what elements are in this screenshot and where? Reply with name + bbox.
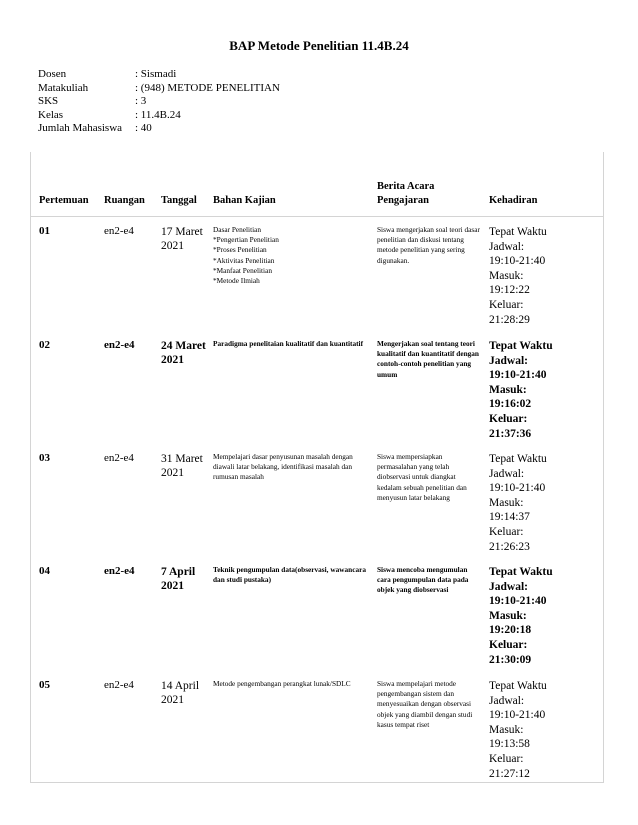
check-out-time: 21:37:36 <box>489 427 532 440</box>
header-berita-acara <box>377 180 434 208</box>
page-title: BAP Metode Penelitian 11.4B.24 <box>229 38 409 53</box>
table-row <box>31 671 603 782</box>
check-in-label: Masuk: <box>489 269 524 282</box>
check-in-label: Masuk: <box>489 609 527 622</box>
schedule-label: Jadwal: <box>489 580 528 593</box>
meeting-number: 05 <box>39 679 50 691</box>
topic-line: Teknik pengumpulan data(observasi, wawancara dan studi pustaka) <box>213 565 366 585</box>
meta-key: Dosen <box>38 68 67 80</box>
table-header <box>31 152 603 217</box>
date: 31 Maret 2021 <box>161 453 203 479</box>
schedule-label: Jadwal: <box>489 467 525 480</box>
check-out-label: Keluar: <box>489 412 528 425</box>
teaching-report: Siswa mempelajari metode pengembangan sistem dan menyesuaikan dengan observasi objek yang diambil dengan studi kasus tempat riset <box>377 679 473 729</box>
meeting-number: 02 <box>39 339 50 351</box>
attendance-status: Tepat Waktu <box>489 680 547 692</box>
meta-value: : 40 <box>135 122 152 135</box>
attendance <box>489 565 599 667</box>
date: 17 Maret 2021 <box>161 226 203 252</box>
check-in-time: 19:14:37 <box>489 511 530 524</box>
check-out-time: 21:30:09 <box>489 653 532 666</box>
table-row <box>31 444 603 558</box>
topic <box>213 565 368 585</box>
check-in-time: 19:16:02 <box>489 398 532 411</box>
attendance <box>489 339 599 441</box>
topic-line: *Pengertian Penelitian <box>213 235 279 245</box>
meta-row-jumlah-mahasiswa <box>38 122 280 136</box>
meta-value: : Sismadi <box>135 68 177 80</box>
date: 7 April 2021 <box>161 566 196 592</box>
topic-line: Paradigma penelitaian kualitatif dan kuantitatif <box>213 339 364 348</box>
check-out-time: 21:28:29 <box>489 313 530 326</box>
check-out-label: Keluar: <box>489 525 524 538</box>
header-tanggal: Tanggal <box>161 195 197 206</box>
attendance-status: Tepat Waktu <box>489 340 553 352</box>
header-pertemuan: Pertemuan <box>39 195 89 206</box>
check-out-label: Keluar: <box>489 638 528 651</box>
attendance <box>489 225 599 327</box>
schedule-time: 19:10-21:40 <box>489 482 546 495</box>
table-row <box>31 331 603 445</box>
check-out-time: 21:27:12 <box>489 767 530 780</box>
attendance-status: Tepat Waktu <box>489 226 547 238</box>
check-in-label: Masuk: <box>489 496 524 509</box>
room: en2-e4 <box>104 339 135 351</box>
schedule-time: 19:10-21:40 <box>489 709 546 722</box>
meta-row-kelas <box>38 109 280 123</box>
schedule-time: 19:10-21:40 <box>489 255 546 268</box>
course-info <box>38 68 280 136</box>
meta-row-sks <box>38 95 280 109</box>
check-out-label: Keluar: <box>489 752 524 765</box>
meeting-number: 03 <box>39 452 50 464</box>
meta-row-matakuliah <box>38 82 280 96</box>
date: 24 Maret 2021 <box>161 340 206 366</box>
meta-key: Matakuliah <box>38 81 89 94</box>
teaching-report: Siswa mempersiapkan permasalahan yang telah diobservasi untuk diangkat kedalam sebuah penelitian dan menyusun latar belakang <box>377 452 467 502</box>
check-in-time: 19:13:58 <box>489 738 530 751</box>
teaching-report: Mengerjakan soal tentang teori kualitatif dan kuantitatif dengan contoh-contoh penelitian yang umum <box>377 339 479 379</box>
check-in-time: 19:20:18 <box>489 624 532 637</box>
meta-key: Kelas <box>38 108 64 121</box>
attendance <box>489 679 599 781</box>
schedule-label: Jadwal: <box>489 354 528 367</box>
meta-row-dosen <box>38 68 280 82</box>
teaching-report: Siswa mencoba mengumulan cara pengumpulan data pada objek yang diobservasi <box>377 565 469 595</box>
room: en2-e4 <box>104 679 134 691</box>
schedule-time: 19:10-21:40 <box>489 595 547 608</box>
check-in-time: 19:12:22 <box>489 284 530 297</box>
meta-value: : 3 <box>135 95 147 108</box>
schedule-label: Jadwal: <box>489 240 525 253</box>
room: en2-e4 <box>104 565 135 577</box>
topic-line: *Manfaat Penelitian <box>213 265 272 275</box>
topic-line: *Aktivitas Penelitian <box>213 255 275 265</box>
date: 14 April 2021 <box>161 680 200 706</box>
meeting-number: 04 <box>39 565 50 577</box>
header-ruangan: Ruangan <box>104 195 145 206</box>
meta-value: : (948) METODE PENELITIAN <box>135 81 280 94</box>
table-row <box>31 217 603 332</box>
check-in-label: Masuk: <box>489 383 527 396</box>
attendance-table <box>30 152 604 783</box>
check-out-label: Keluar: <box>489 298 524 311</box>
header-bahan-kajian: Bahan Kajian <box>213 195 276 206</box>
header-berita-line1: Berita Acara <box>377 181 435 192</box>
meta-key: SKS <box>38 95 59 108</box>
header-kehadiran: Kehadiran <box>489 195 538 206</box>
room: en2-e4 <box>104 225 134 237</box>
table-row <box>31 557 603 672</box>
attendance-status: Tepat Waktu <box>489 453 547 465</box>
topic-line: Metode pengembangan perangkat lunak/SDLC <box>213 679 351 688</box>
topic-line: *Proses Penelitian <box>213 245 267 255</box>
check-out-time: 21:26:23 <box>489 540 530 553</box>
header-berita-line2: Pengajaran <box>377 195 429 206</box>
meta-value: : 11.4B.24 <box>135 108 181 121</box>
teaching-report: Siswa mengerjakan soal teori dasar penelitian dan diskusi tentang metode penelitian yang sering digunakan. <box>377 225 480 265</box>
meeting-number: 01 <box>39 225 50 237</box>
topic <box>213 679 368 689</box>
topic <box>213 452 368 483</box>
check-in-label: Masuk: <box>489 723 524 736</box>
attendance <box>489 452 599 554</box>
schedule-time: 19:10-21:40 <box>489 369 547 382</box>
topic-line: Mempelajari dasar penyusunan masalah dengan diawali latar belakang, identifikasi masalah dan rumusan masalah <box>213 452 353 482</box>
schedule-label: Jadwal: <box>489 694 525 707</box>
topic-line: Dasar Penelitian <box>213 225 262 234</box>
room: en2-e4 <box>104 452 134 464</box>
topic-line: *Metode Ilmiah <box>213 276 260 286</box>
meta-key: Jumlah Mahasiswa <box>38 122 123 135</box>
topic <box>213 225 368 286</box>
topic <box>213 339 368 349</box>
attendance-status: Tepat Waktu <box>489 566 553 578</box>
